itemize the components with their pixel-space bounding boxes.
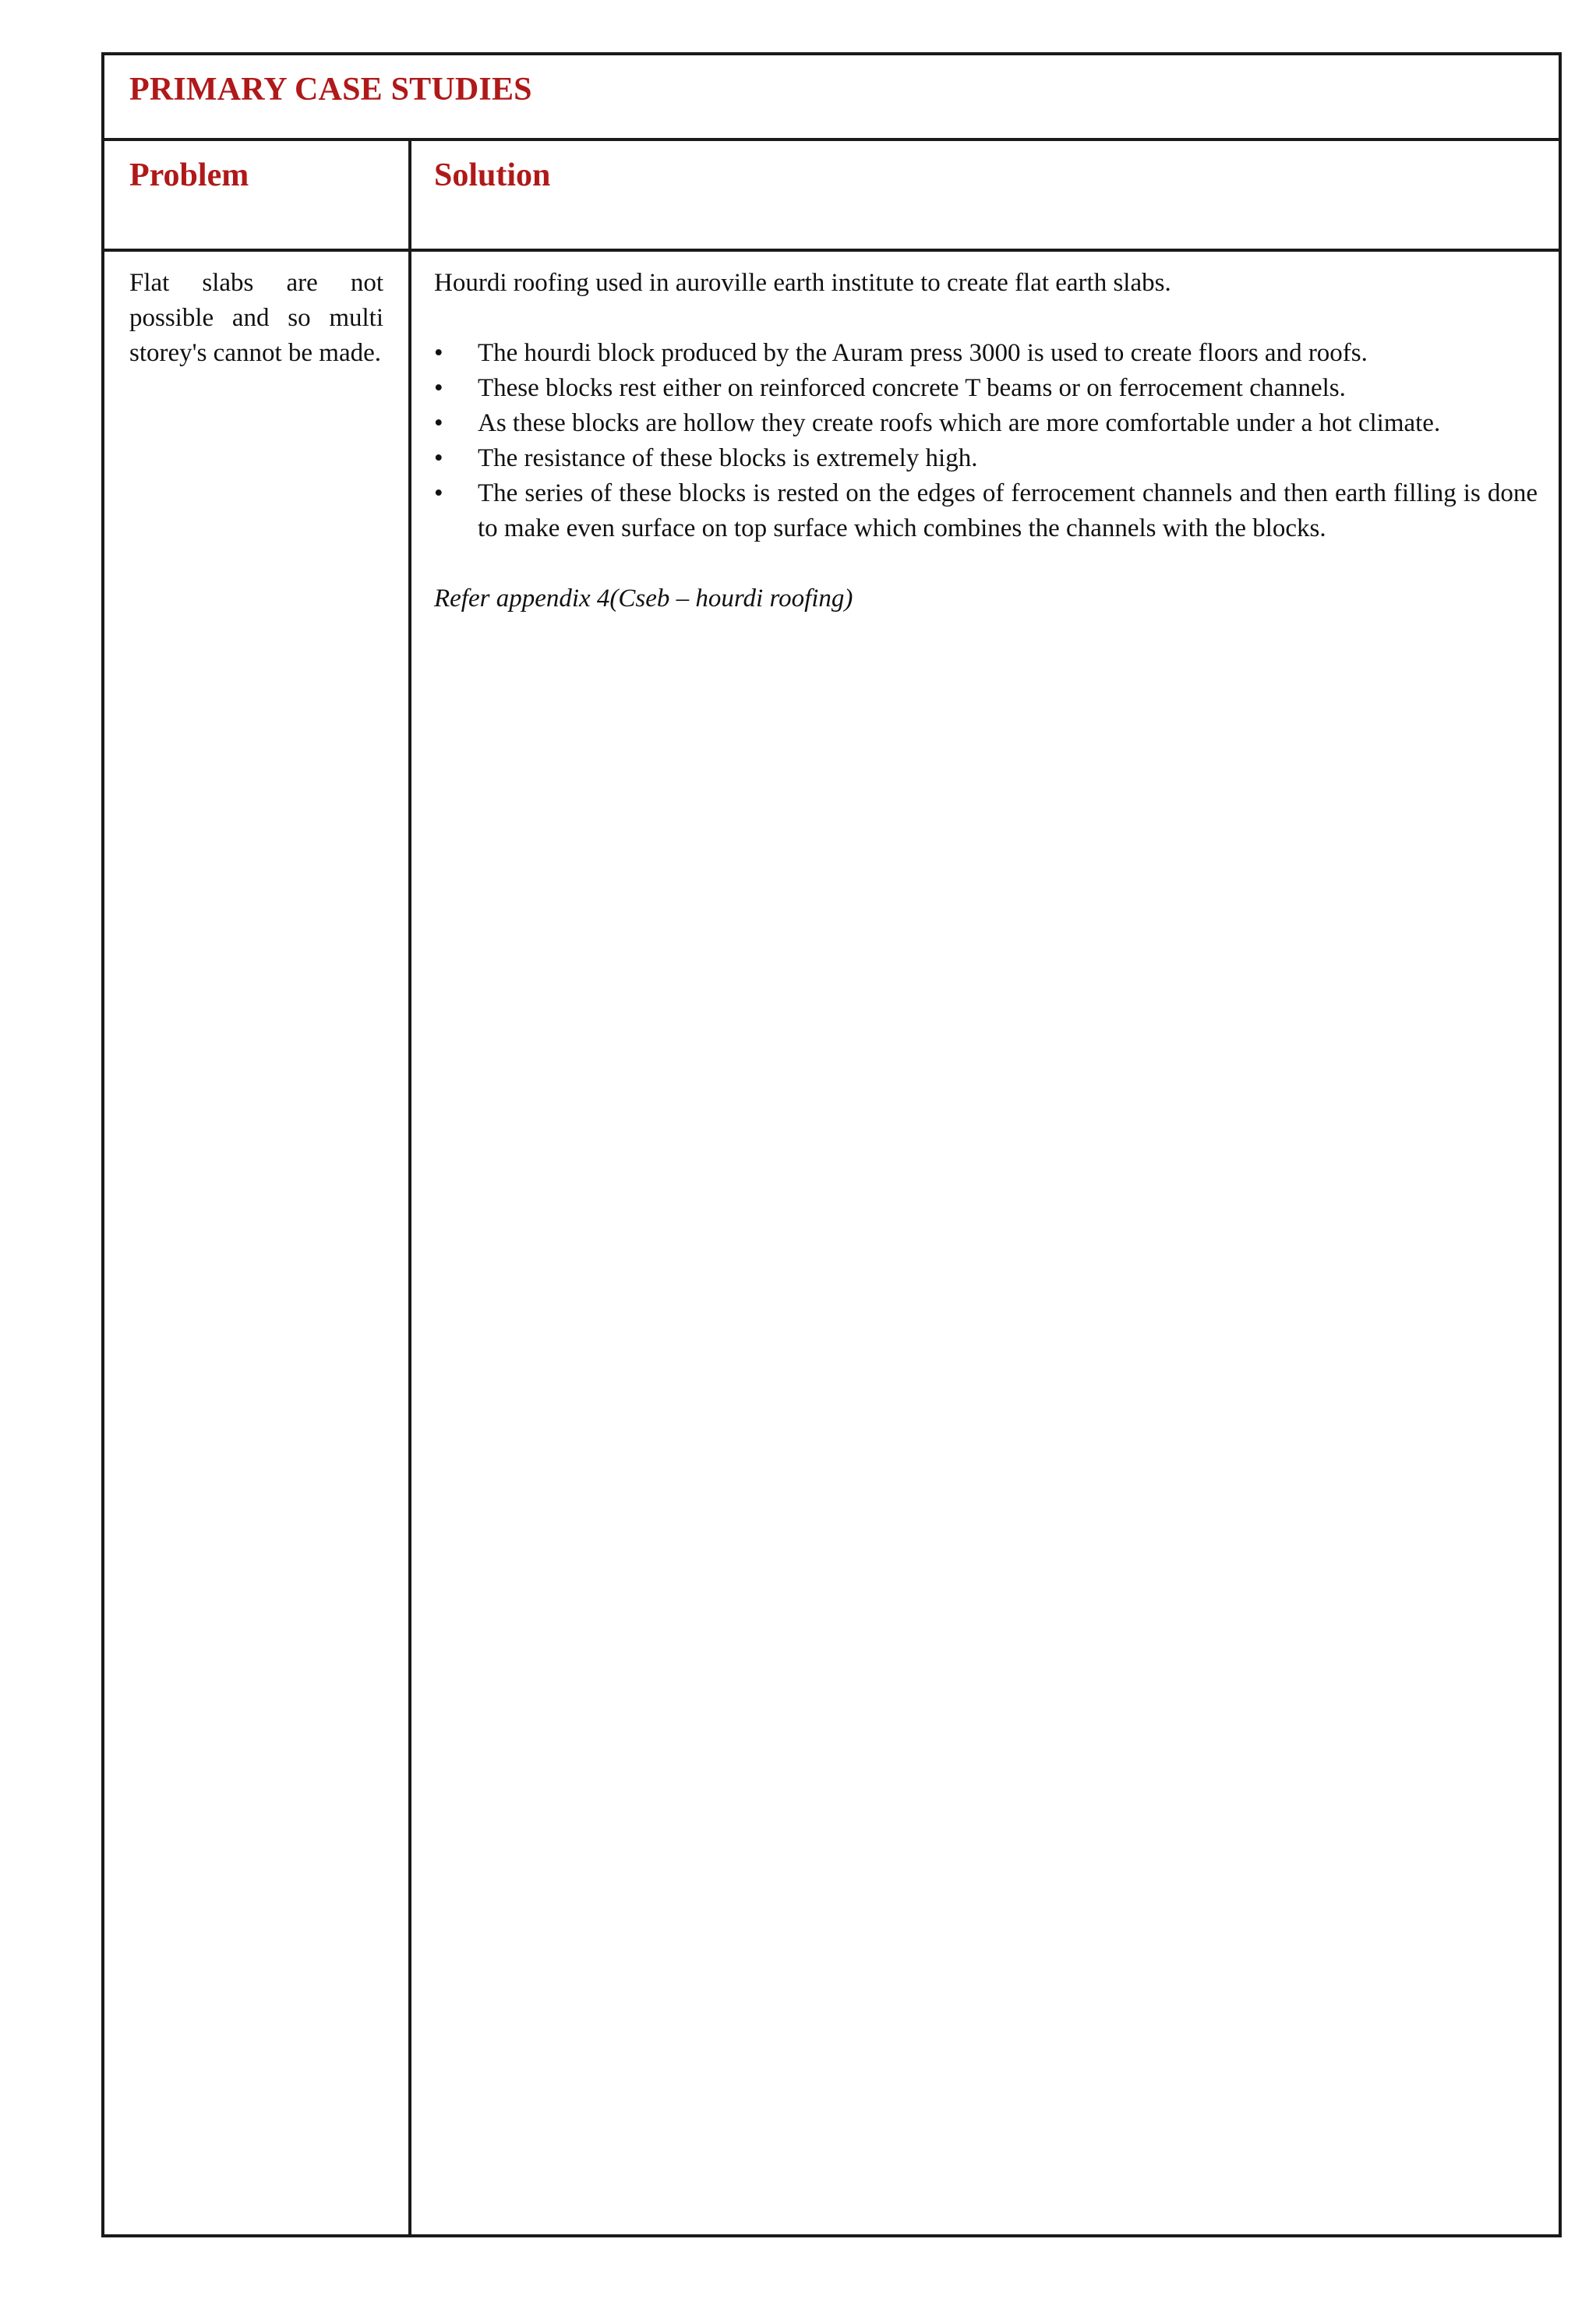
bullet-text: The resistance of these blocks is extremely high. bbox=[478, 444, 978, 472]
bullet-item bbox=[434, 336, 1538, 371]
bullet-text: The hourdi block produced by the Auram press 3000 is used to create floors and roofs. bbox=[478, 339, 1368, 367]
appendix-reference: Refer appendix 4(Cseb – hourdi roofing) bbox=[434, 584, 853, 613]
header-row bbox=[104, 141, 1559, 252]
solution-cell bbox=[434, 266, 1538, 642]
bullet-icon: • bbox=[434, 374, 443, 402]
bullet-text: The series of these blocks is rested on the edges of ferrocement channels and then earth filling is done to make even surface on top surface which combines the channels with the blocks. bbox=[478, 479, 1538, 542]
bullet-text: These blocks rest either on reinforced concrete T beams or on ferrocement channels. bbox=[478, 374, 1346, 402]
bullet-item bbox=[434, 441, 1538, 476]
bullet-item bbox=[434, 371, 1538, 406]
problem-header: Problem bbox=[129, 157, 249, 193]
page-title: PRIMARY CASE STUDIES bbox=[129, 72, 532, 108]
case-study-table bbox=[101, 52, 1562, 2237]
bullet-text: As these blocks are hollow they create roofs which are more comfortable under a hot climate. bbox=[478, 409, 1441, 437]
bullet-icon: • bbox=[434, 409, 443, 437]
bullet-item bbox=[434, 406, 1538, 441]
solution-header: Solution bbox=[434, 157, 551, 193]
bullet-icon: • bbox=[434, 339, 443, 367]
bullet-icon: • bbox=[434, 444, 443, 472]
bullet-icon: • bbox=[434, 479, 443, 507]
bullet-item bbox=[434, 476, 1538, 546]
title-row bbox=[104, 55, 1559, 141]
problem-cell: Flat slabs are not possible and so multi storey's cannot be made. bbox=[129, 269, 383, 367]
solution-intro: Hourdi roofing used in auroville earth institute to create flat earth slabs. bbox=[434, 269, 1171, 297]
column-divider bbox=[408, 141, 411, 2234]
solution-bullet-list bbox=[434, 336, 1538, 546]
